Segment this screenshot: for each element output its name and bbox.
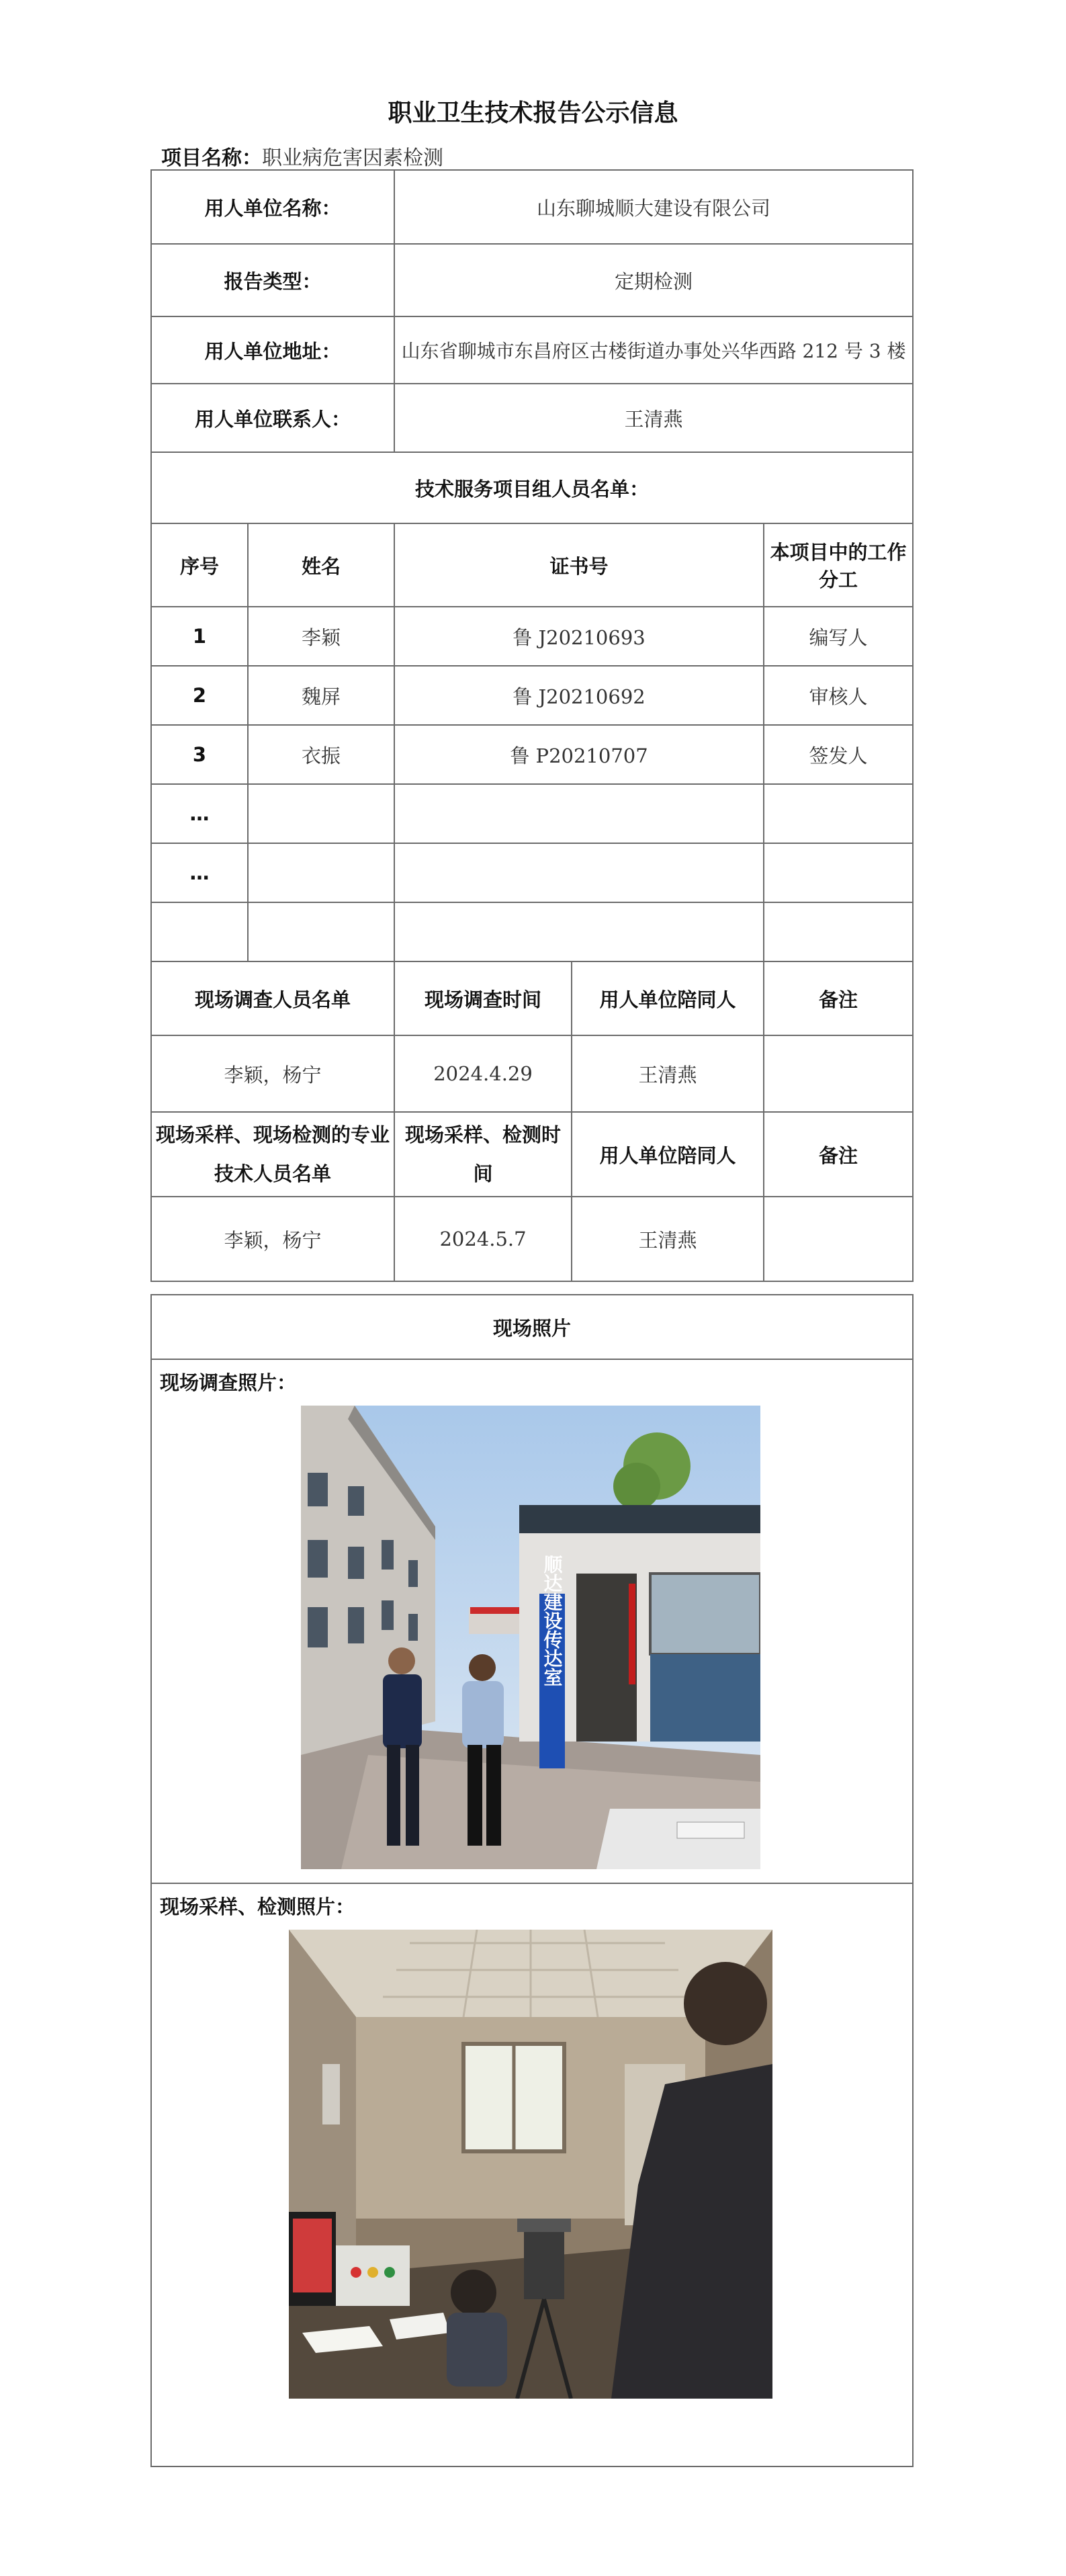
col-header-index: 序号: [151, 523, 248, 607]
survey-photo-label: 现场调查照片：: [160, 1371, 297, 1394]
table-row: [151, 607, 913, 666]
row-cert: 鲁 J20210692: [394, 666, 764, 725]
row-name: 魏屏: [248, 666, 394, 725]
table-row: [151, 843, 913, 902]
sampling-header-remark: 备注: [764, 1112, 913, 1197]
report-type-value: 定期检测: [394, 244, 913, 316]
sampling-companion: 王清燕: [572, 1197, 764, 1281]
survey-header-companion: 用人单位陪同人: [572, 961, 764, 1035]
row-index: …: [151, 784, 248, 843]
row-name: 李颖: [248, 607, 394, 666]
sampling-header-companion: 用人单位陪同人: [572, 1112, 764, 1197]
sampling-staff: 李颖，杨宁: [151, 1197, 394, 1281]
row-role: 签发人: [764, 725, 913, 784]
row-index: …: [151, 843, 248, 902]
col-header-role: 本项目中的工作分工: [764, 523, 913, 607]
row-index: 3: [151, 725, 248, 784]
sampling-photo-label: 现场采样、检测照片：: [160, 1895, 355, 1918]
survey-header-staff: 现场调查人员名单: [151, 961, 394, 1035]
row-cert: [394, 902, 764, 961]
survey-remark: [764, 1035, 913, 1112]
sampling-remark: [764, 1197, 913, 1281]
sampling-photo-cell: [151, 1883, 913, 2466]
table-row: [151, 725, 913, 784]
photos-table: [150, 1294, 914, 2467]
row-name: 衣振: [248, 725, 394, 784]
sign-text: 顺达建设传达室: [541, 1555, 564, 1686]
contact-value: 王清燕: [394, 384, 913, 452]
employer-name-value: 山东聊城顺大建设有限公司: [394, 170, 913, 244]
report-type-label: 报告类型：: [151, 244, 394, 316]
row-cert: 鲁 P20210707: [394, 725, 764, 784]
row-role: [764, 843, 913, 902]
team-heading: 技术服务项目组人员名单：: [151, 452, 913, 523]
row-cert: [394, 843, 764, 902]
sampling-header-time: 现场采样、检测时间: [394, 1112, 572, 1197]
survey-header-time: 现场调查时间: [394, 961, 572, 1035]
survey-companion: 王清燕: [572, 1035, 764, 1112]
table-row: [151, 902, 913, 961]
row-index: 1: [151, 607, 248, 666]
row-role: [764, 902, 913, 961]
report-info-table: [150, 169, 914, 1282]
employer-name-label: 用人单位名称：: [151, 170, 394, 244]
row-role: 审核人: [764, 666, 913, 725]
sampling-header-staff: 现场采样、现场检测的专业技术人员名单: [151, 1112, 394, 1197]
row-name: [248, 902, 394, 961]
sampling-time: 2024.5.7: [394, 1197, 572, 1281]
photos-heading: 现场照片: [151, 1295, 913, 1359]
row-name: [248, 843, 394, 902]
col-header-name: 姓名: [248, 523, 394, 607]
row-cert: 鲁 J20210693: [394, 607, 764, 666]
survey-photo: [301, 1406, 760, 1869]
row-name: [248, 784, 394, 843]
employer-address-label: 用人单位地址：: [151, 316, 394, 384]
table-row: [151, 784, 913, 843]
contact-label: 用人单位联系人：: [151, 384, 394, 452]
employer-address-value: 山东省聊城市东昌府区古楼街道办事处兴华西路 212 号 3 楼: [394, 316, 913, 384]
page-title: 职业卫生技术报告公示信息: [388, 99, 678, 127]
survey-time: 2024.4.29: [394, 1035, 572, 1112]
row-role: 编写人: [764, 607, 913, 666]
survey-photo-cell: [151, 1359, 913, 1883]
table-row: [151, 666, 913, 725]
survey-header-remark: 备注: [764, 961, 913, 1035]
row-cert: [394, 784, 764, 843]
row-index: [151, 902, 248, 961]
sampling-photo: [289, 1930, 772, 2399]
project-label: 项目名称：: [161, 146, 262, 170]
project-value: 职业病危害因素检测: [262, 146, 443, 170]
survey-staff: 李颖，杨宁: [151, 1035, 394, 1112]
row-index: 2: [151, 666, 248, 725]
row-role: [764, 784, 913, 843]
project-line: [161, 141, 443, 171]
col-header-cert: 证书号: [394, 523, 764, 607]
